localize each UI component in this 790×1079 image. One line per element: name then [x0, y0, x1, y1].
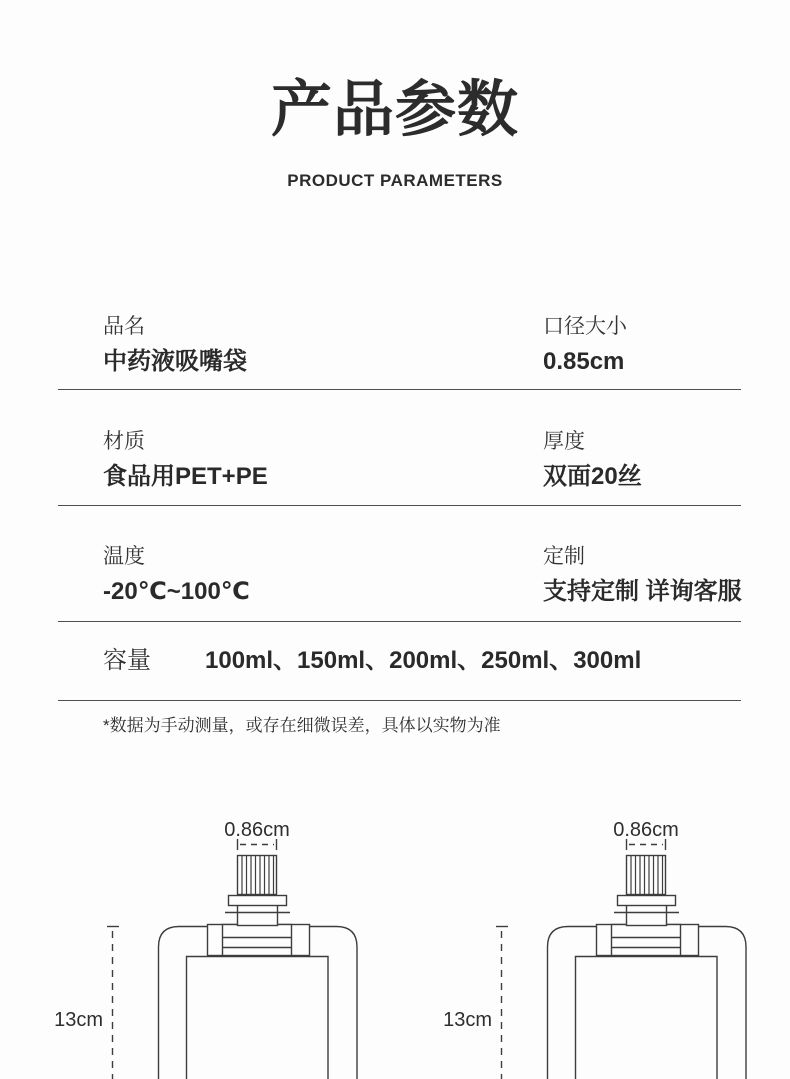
pouch-inner-panel — [187, 957, 329, 1079]
bag-height-dimension-line — [496, 927, 508, 1079]
bag-height-label: 13cm — [54, 1009, 103, 1031]
page-subtitle: PRODUCT PARAMETERS — [287, 171, 503, 190]
param-product-name — [103, 316, 247, 375]
bag-height-dimension-line — [107, 927, 119, 1079]
spout-cap — [627, 856, 666, 895]
param-label: 品名 — [103, 315, 145, 338]
param-label: 厚度 — [543, 430, 585, 453]
param-temperature — [103, 546, 250, 605]
divider — [58, 505, 741, 506]
param-value: 双面20丝 — [543, 463, 642, 490]
spout-width-label: 0.86cm — [613, 819, 679, 841]
bag-height-label: 13cm — [443, 1009, 492, 1031]
param-customization — [543, 546, 742, 605]
spout-cap — [238, 856, 277, 895]
divider — [58, 700, 741, 701]
spout-width-label: 0.86cm — [224, 819, 290, 841]
capacity-value: 100ml、150ml、200ml、250ml、300ml — [205, 647, 642, 674]
param-label: 温度 — [103, 545, 145, 568]
param-value: -20℃~100℃ — [103, 578, 250, 605]
divider — [58, 621, 741, 622]
spout-flange — [229, 896, 287, 906]
pouch-diagram-left — [40, 810, 360, 1079]
param-value: 0.85cm — [543, 348, 625, 375]
page-title: 产品参数 — [270, 75, 519, 143]
param-value: 中药液吸嘴袋 — [103, 348, 247, 375]
param-value: 食品用PET+PE — [103, 463, 268, 490]
divider — [58, 389, 741, 390]
param-label: 定制 — [543, 545, 585, 568]
measurement-note: *数据为手动测量，或存在细微误差，具体以实物为准 — [103, 716, 501, 735]
param-value: 支持定制 详询客服 — [543, 578, 742, 605]
param-material — [103, 431, 268, 490]
spout-seal-block — [612, 925, 681, 956]
param-label: 材质 — [103, 430, 145, 453]
pouch-diagram-right — [429, 810, 749, 1079]
spout-seal-block — [223, 925, 292, 956]
spout-flange — [618, 896, 676, 906]
param-caliber-size — [543, 316, 627, 375]
pouch-inner-panel — [576, 957, 718, 1079]
param-label: 口径大小 — [543, 315, 627, 338]
param-thickness — [543, 431, 642, 490]
capacity-label: 容量 — [103, 647, 151, 674]
